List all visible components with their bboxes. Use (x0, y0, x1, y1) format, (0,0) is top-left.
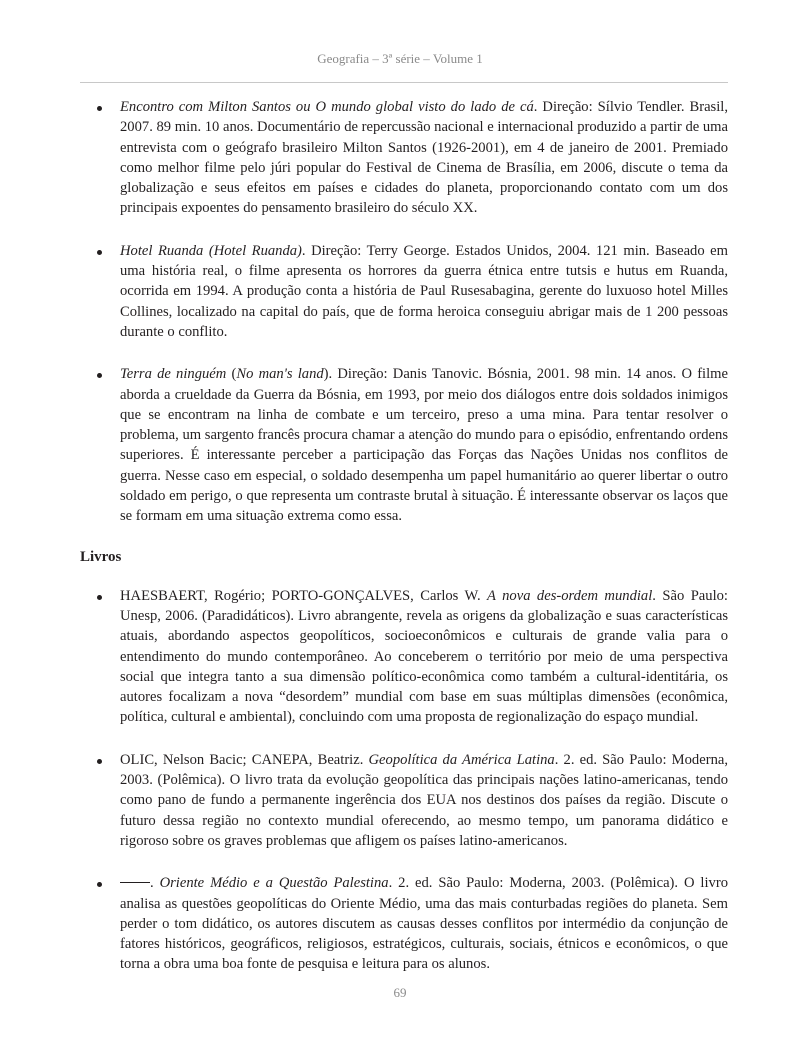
book-description: . 2. ed. São Paulo: Moderna, 2003. (Polêmica). O livro analisa as questões geopolíticas do Oriente Médio, uma das mais conturbadas regiões do planeta. Sem perder o tom didático, os autores discutem as causas desses conflitos por intermédio da conjunção de fatores históricos, geográficos, religiosos, estratégicos, culturais, sociais, étnicos e econômicos, o que torna a obra uma boa fonte de pesquisa e leitura para os alunos. (120, 875, 728, 973)
book-title: Geopolítica da América Latina (368, 751, 555, 768)
book-entry (80, 873, 728, 974)
book-description: . São Paulo: Unesp, 2006. (Paradidáticos). Livro abrangente, revela as origens da globalização e suas características atuais, abordando aspectos geopolíticos, socioeconômicos e culturais de grande valia para o entendimento do mundo contemporâneo. Ao conceberem o território por meio de uma perspectiva social que integra tanto a sua dimensão político-econômica como também a cultural-identitária, os autores focalizam a nova “desordem” mundial com base em suas múltiplas dimensões (econômica, política, cultural e ambiental), concluindo com uma proposta de regionalização do espaço mundial. (120, 587, 728, 726)
film-title: Terra de ninguém (120, 366, 227, 383)
page-number: 69 (393, 985, 407, 1000)
bullet-icon (97, 373, 102, 378)
film-description: . Direção: Sílvio Tendler. Brasil, 2007. 89 min. 10 anos. Documentário de repercussão nacional e internacional produzido a partir de uma entrevista com o geógrafo brasileiro Milton Santos (1926-2001), em 4 de janeiro de 2001. Premiado como melhor filme pelo júri popular do Festival de Cinema de Brasília, em 2006, discute o tema da globalização e seus efeitos em países e cidades do planeta, proporcionando contato com um dos principais expoentes do pensamento brasileiro do século XX. (120, 99, 728, 217)
film-description: . Direção: Terry George. Estados Unidos, 2004. 121 min. Baseado em uma história real, o filme apresenta os horrores da guerra étnica entre tutsis e hutus em Ruanda, ocorrida em 1994. A produção conta a história de Paul Rusesabagina, gerente do luxuoso hotel Milles Collines, localizado na capital do país, que de forma heroica conseguiu abrigar mais de 1 200 pessoas durante o conflito. (120, 242, 728, 340)
book-entry-text (120, 586, 728, 728)
ditto-separator: . (150, 875, 160, 892)
book-authors: OLIC, Nelson Bacic; CANEPA, Beatriz. (120, 751, 369, 768)
film-title: Hotel Ruanda (Hotel Ruanda) (120, 242, 302, 259)
bullet-icon (97, 595, 102, 600)
section-heading-books: Livros (80, 548, 122, 565)
header-divider (80, 82, 728, 83)
book-authors: HAESBAERT, Rogério; PORTO-GONÇALVES, Carlos W. (120, 587, 488, 604)
running-header: Geografia – 3ª série – Volume 1 (317, 51, 483, 66)
content-body (80, 97, 728, 997)
film-entry (80, 97, 728, 219)
film-description: ). Direção: Danis Tanovic. Bósnia, 2001. 98 min. 14 anos. O filme aborda a crueldade da Guerra da Bósnia, em 1993, por meio dos diálogos entre dois soldados inimigos que se encontram na linha de combate e um terceiro, preso a uma mina. Para tentar resolver o problema, um sargento francês procura chamar a atenção do mundo para o episódio, enfrentando ordens superiores. É interessante perceber a participação das Forças das Nações Unidas nos conflitos de guerra. Nesse caso em especial, o soldado desempenha um papel humanitário ao querer libertar o outro soldado em perigo, o que representa um contraste brutal à situação. É interessante observar os laços que se formam em uma situação extrema como essa. (120, 366, 728, 525)
ditto-author-line (120, 882, 150, 883)
film-entry-text (120, 364, 728, 526)
film-entry-text (120, 241, 728, 342)
book-entry (80, 586, 728, 728)
book-title: A nova des-ordem mundial (487, 587, 653, 604)
film-original-title: No man's land (236, 366, 324, 383)
film-entry-text (120, 97, 728, 219)
bullet-icon (97, 759, 102, 764)
film-entry (80, 241, 728, 342)
film-entry (80, 364, 728, 526)
book-entry-text (120, 873, 728, 974)
book-description: . 2. ed. São Paulo: Moderna, 2003. (Polêmica). O livro trata da evolução geopolítica das principais nações latino-americanas, tendo como pano de fundo a permanente ingerência dos EUA nos destinos dos países da região. Discute o futuro dessa região no contexto mundial oferecendo, ao mesmo tempo, um panorama didático e rigoroso sobre os graves problemas que afligem os países latino-americanos. (120, 751, 728, 849)
book-entry (80, 750, 728, 851)
book-title: Oriente Médio e a Questão Palestina (159, 875, 389, 892)
bullet-icon (97, 106, 102, 111)
film-title: Encontro com Milton Santos ou O mundo global visto do lado de cá (120, 99, 534, 115)
title-paren: ( (226, 366, 237, 383)
bullet-icon (97, 250, 102, 255)
book-entry-text (120, 750, 728, 851)
bullet-icon (97, 882, 102, 887)
